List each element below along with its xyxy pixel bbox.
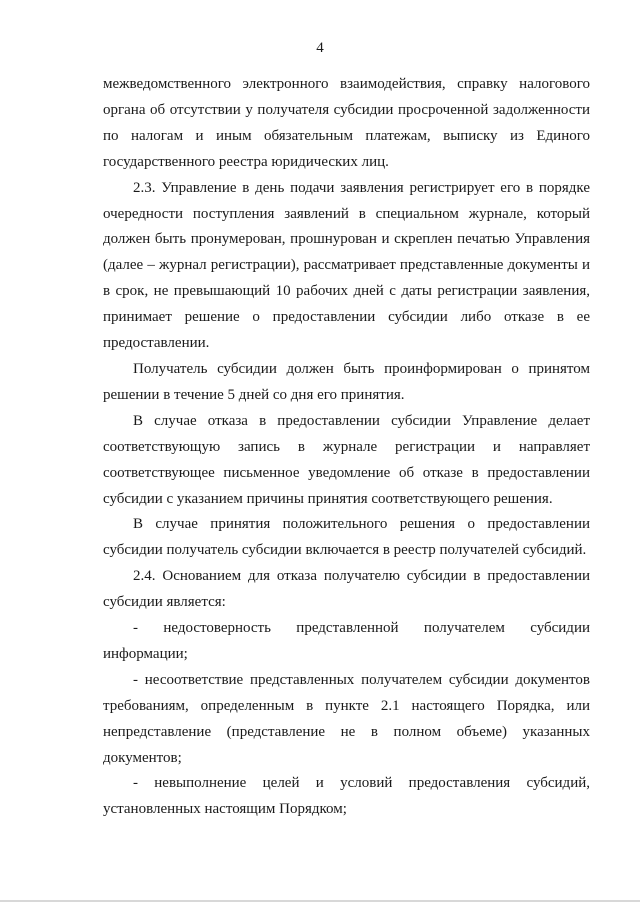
paragraph-section-2-3: 2.3. Управление в день подачи заявления регистрирует его в порядке очередности поступления заявлений в специальном журнале, который должен быть пронумерован, прошнурован и скреплен печатью Управления (далее – журнал регистрации), рассматривает представленные документы и в срок, не превышающий 10 рабочих дней с даты регистрации заявления, принимает решение о предоставлении субсидии либо отказе в ее предоставлении.	[103, 179, 590, 352]
page-number: 4	[316, 40, 324, 56]
paragraph-continuation: межведомственного электронного взаимодействия, справку налогового органа об отсутствии у получателя субсидии просроченной задолженности по налогам и иным обязательным платежам, выписку из Единого государственного реестра юридических лиц.	[103, 76, 590, 170]
paragraph-refusal: В случае отказа в предоставлении субсидии Управление делает соответствующую запись в журнале регистрации и направляет соответствующее письменное уведомление об отказе в предоставлении субсидии с указанием причины принятия соответствующего решения.	[103, 412, 590, 507]
list-item-nonconforming-docs: - несоответствие представленных получателем субсидии документов требованиям, определенным в пункте 2.1 настоящего Порядка, или непредставление (представление не в полном объеме) указанных документов;	[103, 671, 590, 766]
document-body	[103, 72, 590, 823]
list-item-unreliable-info: - недостоверность представленной получателем субсидии информации;	[103, 620, 590, 662]
list-item-unmet-conditions: - невыполнение целей и условий предоставления субсидий, установленных настоящим Порядком;	[103, 775, 590, 818]
paragraph-positive-decision: В случае принятия положительного решения о предоставлении субсидии получатель субсидии включается в реестр получателей субсидий.	[103, 516, 590, 559]
paragraph-notification: Получатель субсидии должен быть проинформирован о принятом решении в течение 5 дней со дня его принятия.	[103, 360, 590, 403]
paragraph-section-2-4: 2.4. Основанием для отказа получателю субсидии в предоставлении субсидии является:	[103, 568, 590, 611]
